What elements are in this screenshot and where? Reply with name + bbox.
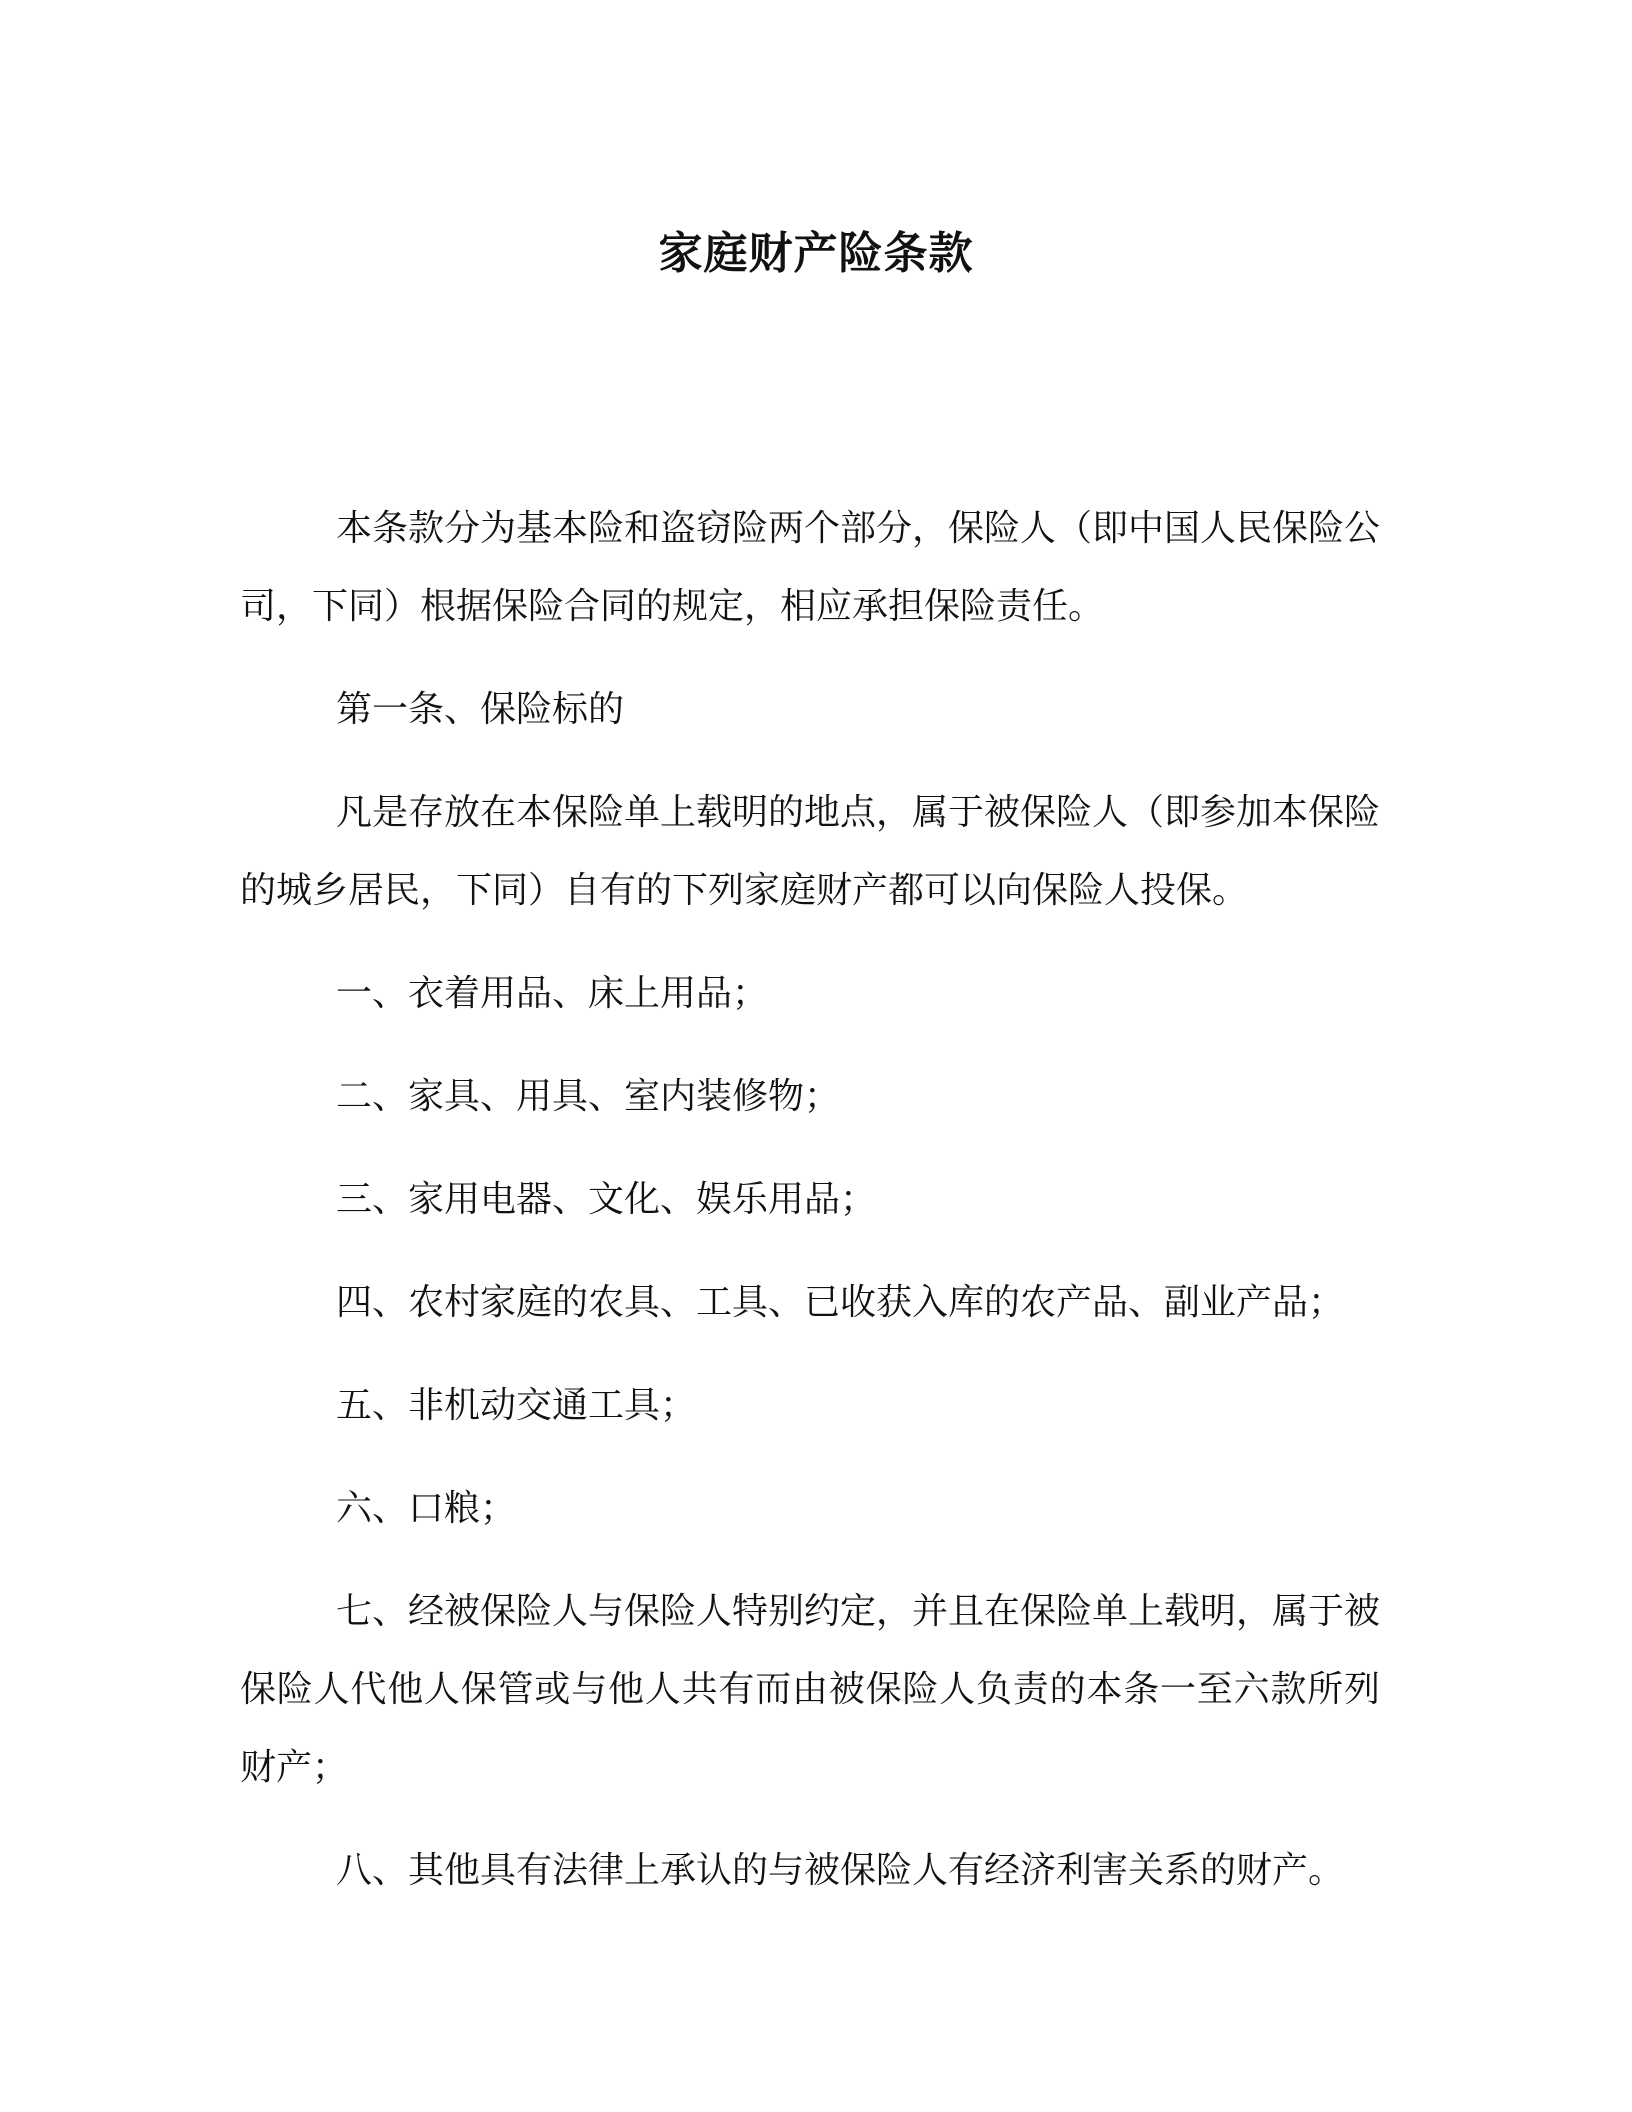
list-item: 八、其他具有法律上承认的与被保险人有经济利害关系的财产。: [336, 1850, 1345, 1891]
article-heading: 第一条、保险标的: [336, 689, 625, 730]
list-item: 七、经被保险人与保险人特别约定，并且在保险单上载明，属于被保险人代他人保管或与他人共有而由被保险人负责的本条一至六款所列财产；: [240, 1591, 1381, 1788]
intro-paragraph: 本条款分为基本险和盗窃险两个部分，保险人（即中国人民保险公司，下同）根据保险合同的规定，相应承担保险责任。: [240, 508, 1381, 627]
list-item: 四、农村家庭的农具、工具、已收获入库的农产品、副业产品；: [336, 1282, 1345, 1323]
document-body: [240, 490, 1380, 1935]
article-paragraph: 凡是存放在本保险单上载明的地点，属于被保险人（即参加本保险的城乡居民，下同）自有的下列家庭财产都可以向保险人投保。: [240, 792, 1381, 911]
list-item: 二、家具、用具、室内装修物；: [336, 1076, 841, 1117]
document-title: 家庭财产险条款: [658, 228, 974, 279]
list-item: 三、家用电器、文化、娱乐用品；: [336, 1179, 877, 1220]
list-item: 六、口粮；: [336, 1488, 517, 1529]
list-item: 五、非机动交通工具；: [336, 1385, 697, 1426]
list-item: 一、衣着用品、床上用品；: [336, 973, 769, 1014]
